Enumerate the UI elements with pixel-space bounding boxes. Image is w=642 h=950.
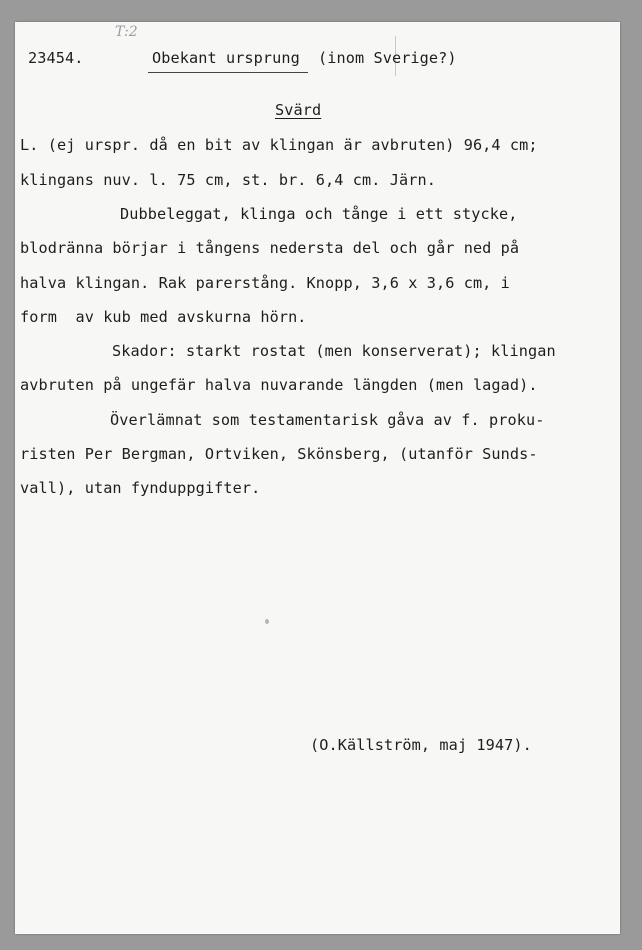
handwritten-mark: T:2: [115, 24, 138, 40]
body-line-11: vall), utan fynduppgifter.: [20, 479, 261, 497]
object-type-heading: Svärd: [275, 101, 322, 119]
catalog-card: [15, 22, 620, 934]
body-line-8: avbruten på ungefär halva nuvarande längden (men lagad).: [20, 376, 538, 394]
body-line-1: L. (ej urspr. då en bit av klingan är avbruten) 96,4 cm;: [20, 136, 538, 154]
body-line-2: klingans nuv. l. 75 cm, st. br. 6,4 cm. Järn.: [20, 171, 436, 189]
body-line-6: form av kub med avskurna hörn.: [20, 308, 307, 326]
origin-label: Obekant ursprung: [152, 49, 300, 67]
origin-underline: [148, 72, 308, 73]
catalog-number: 23454.: [28, 49, 84, 67]
signature: (O.Källström, maj 1947).: [310, 736, 532, 754]
body-line-9: Överlämnat som testamentarisk gåva av f. proku-: [110, 411, 545, 429]
body-line-4: blodränna börjar i tångens nedersta del och går ned på: [20, 239, 520, 257]
body-line-5: halva klingan. Rak parerstång. Knopp, 3,6 x 3,6 cm, i: [20, 274, 510, 292]
body-line-10: risten Per Bergman, Ortviken, Skönsberg, (utanför Sunds-: [20, 445, 538, 463]
origin-note: (inom Sverige?): [318, 49, 457, 67]
ink-speck: [265, 619, 269, 624]
body-line-7: Skador: starkt rostat (men konserverat); klingan: [112, 342, 556, 360]
body-line-3: Dubbeleggat, klinga och tånge i ett stycke,: [120, 205, 518, 223]
